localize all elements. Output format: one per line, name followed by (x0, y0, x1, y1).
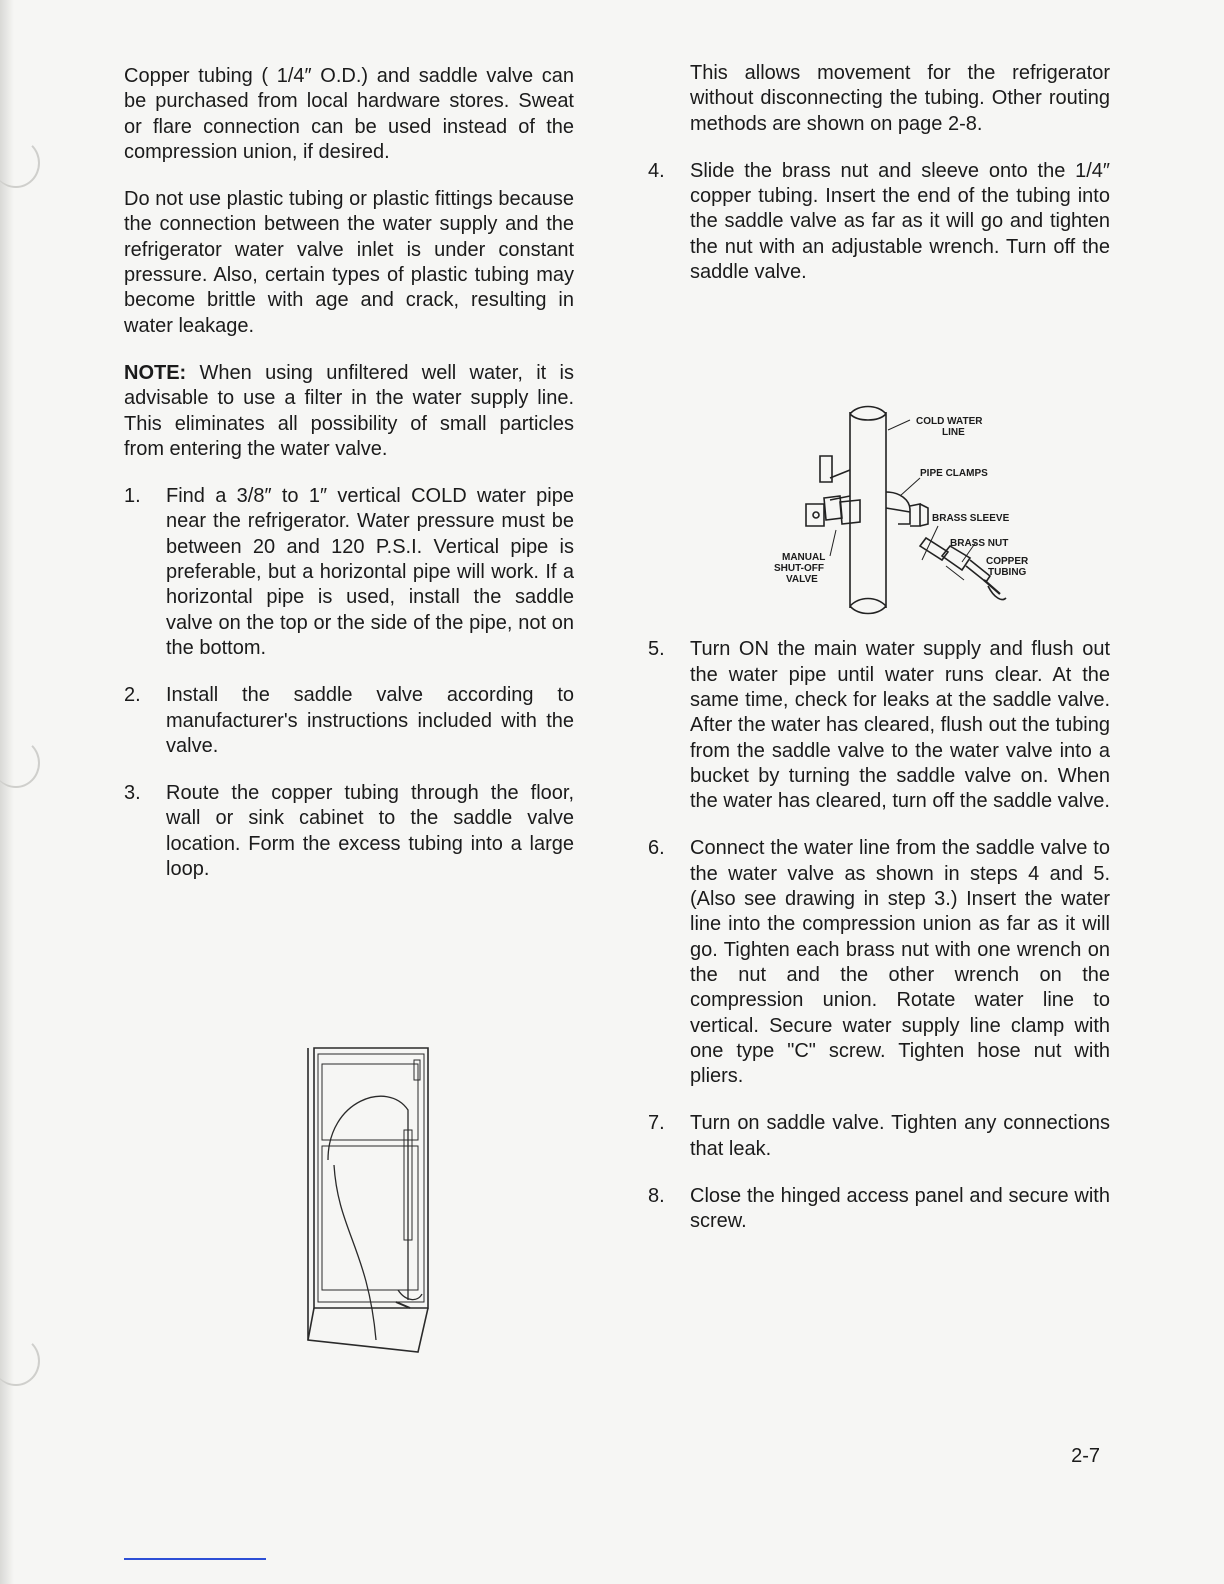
label-valve: VALVE (786, 574, 818, 585)
label-manual: MANUAL (782, 552, 826, 563)
label-cold-water: COLD WATER (916, 416, 983, 427)
step-continuation (648, 61, 1110, 137)
step-text: Close the hinged access panel and secure with screw. (690, 1185, 1110, 1233)
page-number: 2-7 (1071, 1445, 1100, 1467)
note-paragraph (124, 361, 574, 462)
bottom-rule (124, 1558, 266, 1560)
step-item (124, 781, 574, 882)
right-column (648, 61, 1110, 1257)
punch-hole (0, 1336, 40, 1386)
paragraph-copper-tubing: Copper tubing ( 1/4″ O.D.) and saddle valve can be purchased from local hardware stores. Sweat or flare connection can be used instead of the compression union, if desired. (124, 65, 574, 163)
step-text: Slide the brass nut and sleeve onto the 1/4″ copper tubing. Insert the end of the tubing into the saddle valve as far as it will go and tighten the nut with an adjustable wrench. Turn off the saddle valve. (690, 159, 1110, 284)
step-number: 5. (648, 638, 665, 661)
step-number: 7. (648, 1112, 665, 1135)
step-number: 1. (124, 485, 141, 508)
step-text: Turn ON the main water supply and flush out the water pipe until water runs clear. At the same time, check for leaks at the saddle valve. After the water has cleared, flush out the tubing from the saddle valve to the water valve into a bucket by turning the saddle valve on. When the water has cleared, turn off the saddle valve. (690, 638, 1110, 813)
step-item (648, 836, 1110, 1089)
step-number: 6. (648, 837, 665, 860)
paragraph-plastic-warning: Do not use plastic tubing or plastic fittings because the connection between the water supply and the refrigerator water valve inlet is under constant pressure. Also, certain types of plastic tubing may become brittle with age and crack, resulting in water leakage. (124, 188, 574, 337)
label-shut-off: SHUT-OFF (774, 563, 824, 574)
label-copper: COPPER (986, 556, 1029, 567)
label-brass-nut: BRASS NUT (950, 538, 1009, 549)
step-item (648, 159, 1110, 285)
step-number: 8. (648, 1185, 665, 1208)
label-tubing: TUBING (988, 567, 1027, 578)
label-brass-sleeve: BRASS SLEEVE (932, 513, 1010, 524)
step-number: 2. (124, 684, 141, 707)
step-text: Connect the water line from the saddle valve to the water valve as shown in steps 4 and 5. (Also see drawing in step 3.) Insert the water line into the compression union as far as it will go. Tighten each brass nut with one wrench on the nut and the other wrench on the compression union. Rotate water line to vertical. Secure water supply line clamp with one type "C" screw. Tighten hose nut with pliers. (690, 837, 1110, 1088)
refrigerator-tubing-illustration (278, 1040, 438, 1360)
step-text: Turn on saddle valve. Tighten any connections that leak. (690, 1112, 1110, 1160)
step-text: Install the saddle valve according to manufacturer's instructions included with the valve. (166, 684, 574, 757)
step-number: 3. (124, 782, 141, 805)
step-item (648, 1111, 1110, 1162)
label-cold-water-line: LINE (942, 427, 965, 438)
left-column (124, 64, 574, 904)
step-text: Route the copper tubing through the floor, wall or sink cabinet to the saddle valve location. Form the excess tubing into a large loop. (166, 782, 574, 881)
step-text: Find a 3/8″ to 1″ vertical COLD water pipe near the refrigerator. Water pressure must be between 20 and 120 P.S.I. Vertical pipe is preferable, but a horizontal pipe will work. If a horizontal pipe is used, install the saddle valve on the top or the side of the pipe, not on the bottom. (166, 485, 574, 659)
note-label: NOTE: (124, 361, 187, 384)
punch-hole (0, 738, 40, 788)
label-pipe-clamps: PIPE CLAMPS (920, 468, 988, 479)
step-number: 4. (648, 159, 665, 182)
step-item (124, 484, 574, 661)
step-text: This allows movement for the refrigerator without disconnecting the tubing. Other routing methods are shown on page 2-8. (690, 62, 1110, 135)
step-item (648, 637, 1110, 814)
punch-hole (0, 138, 40, 188)
saddle-valve-diagram (770, 400, 1060, 630)
step-item (648, 1184, 1110, 1235)
step-item (124, 683, 574, 759)
note-text: When using unfiltered well water, it is advisable to use a filter in the water supply line. This eliminates all possibility of small particles from entering the water valve. (124, 361, 574, 460)
